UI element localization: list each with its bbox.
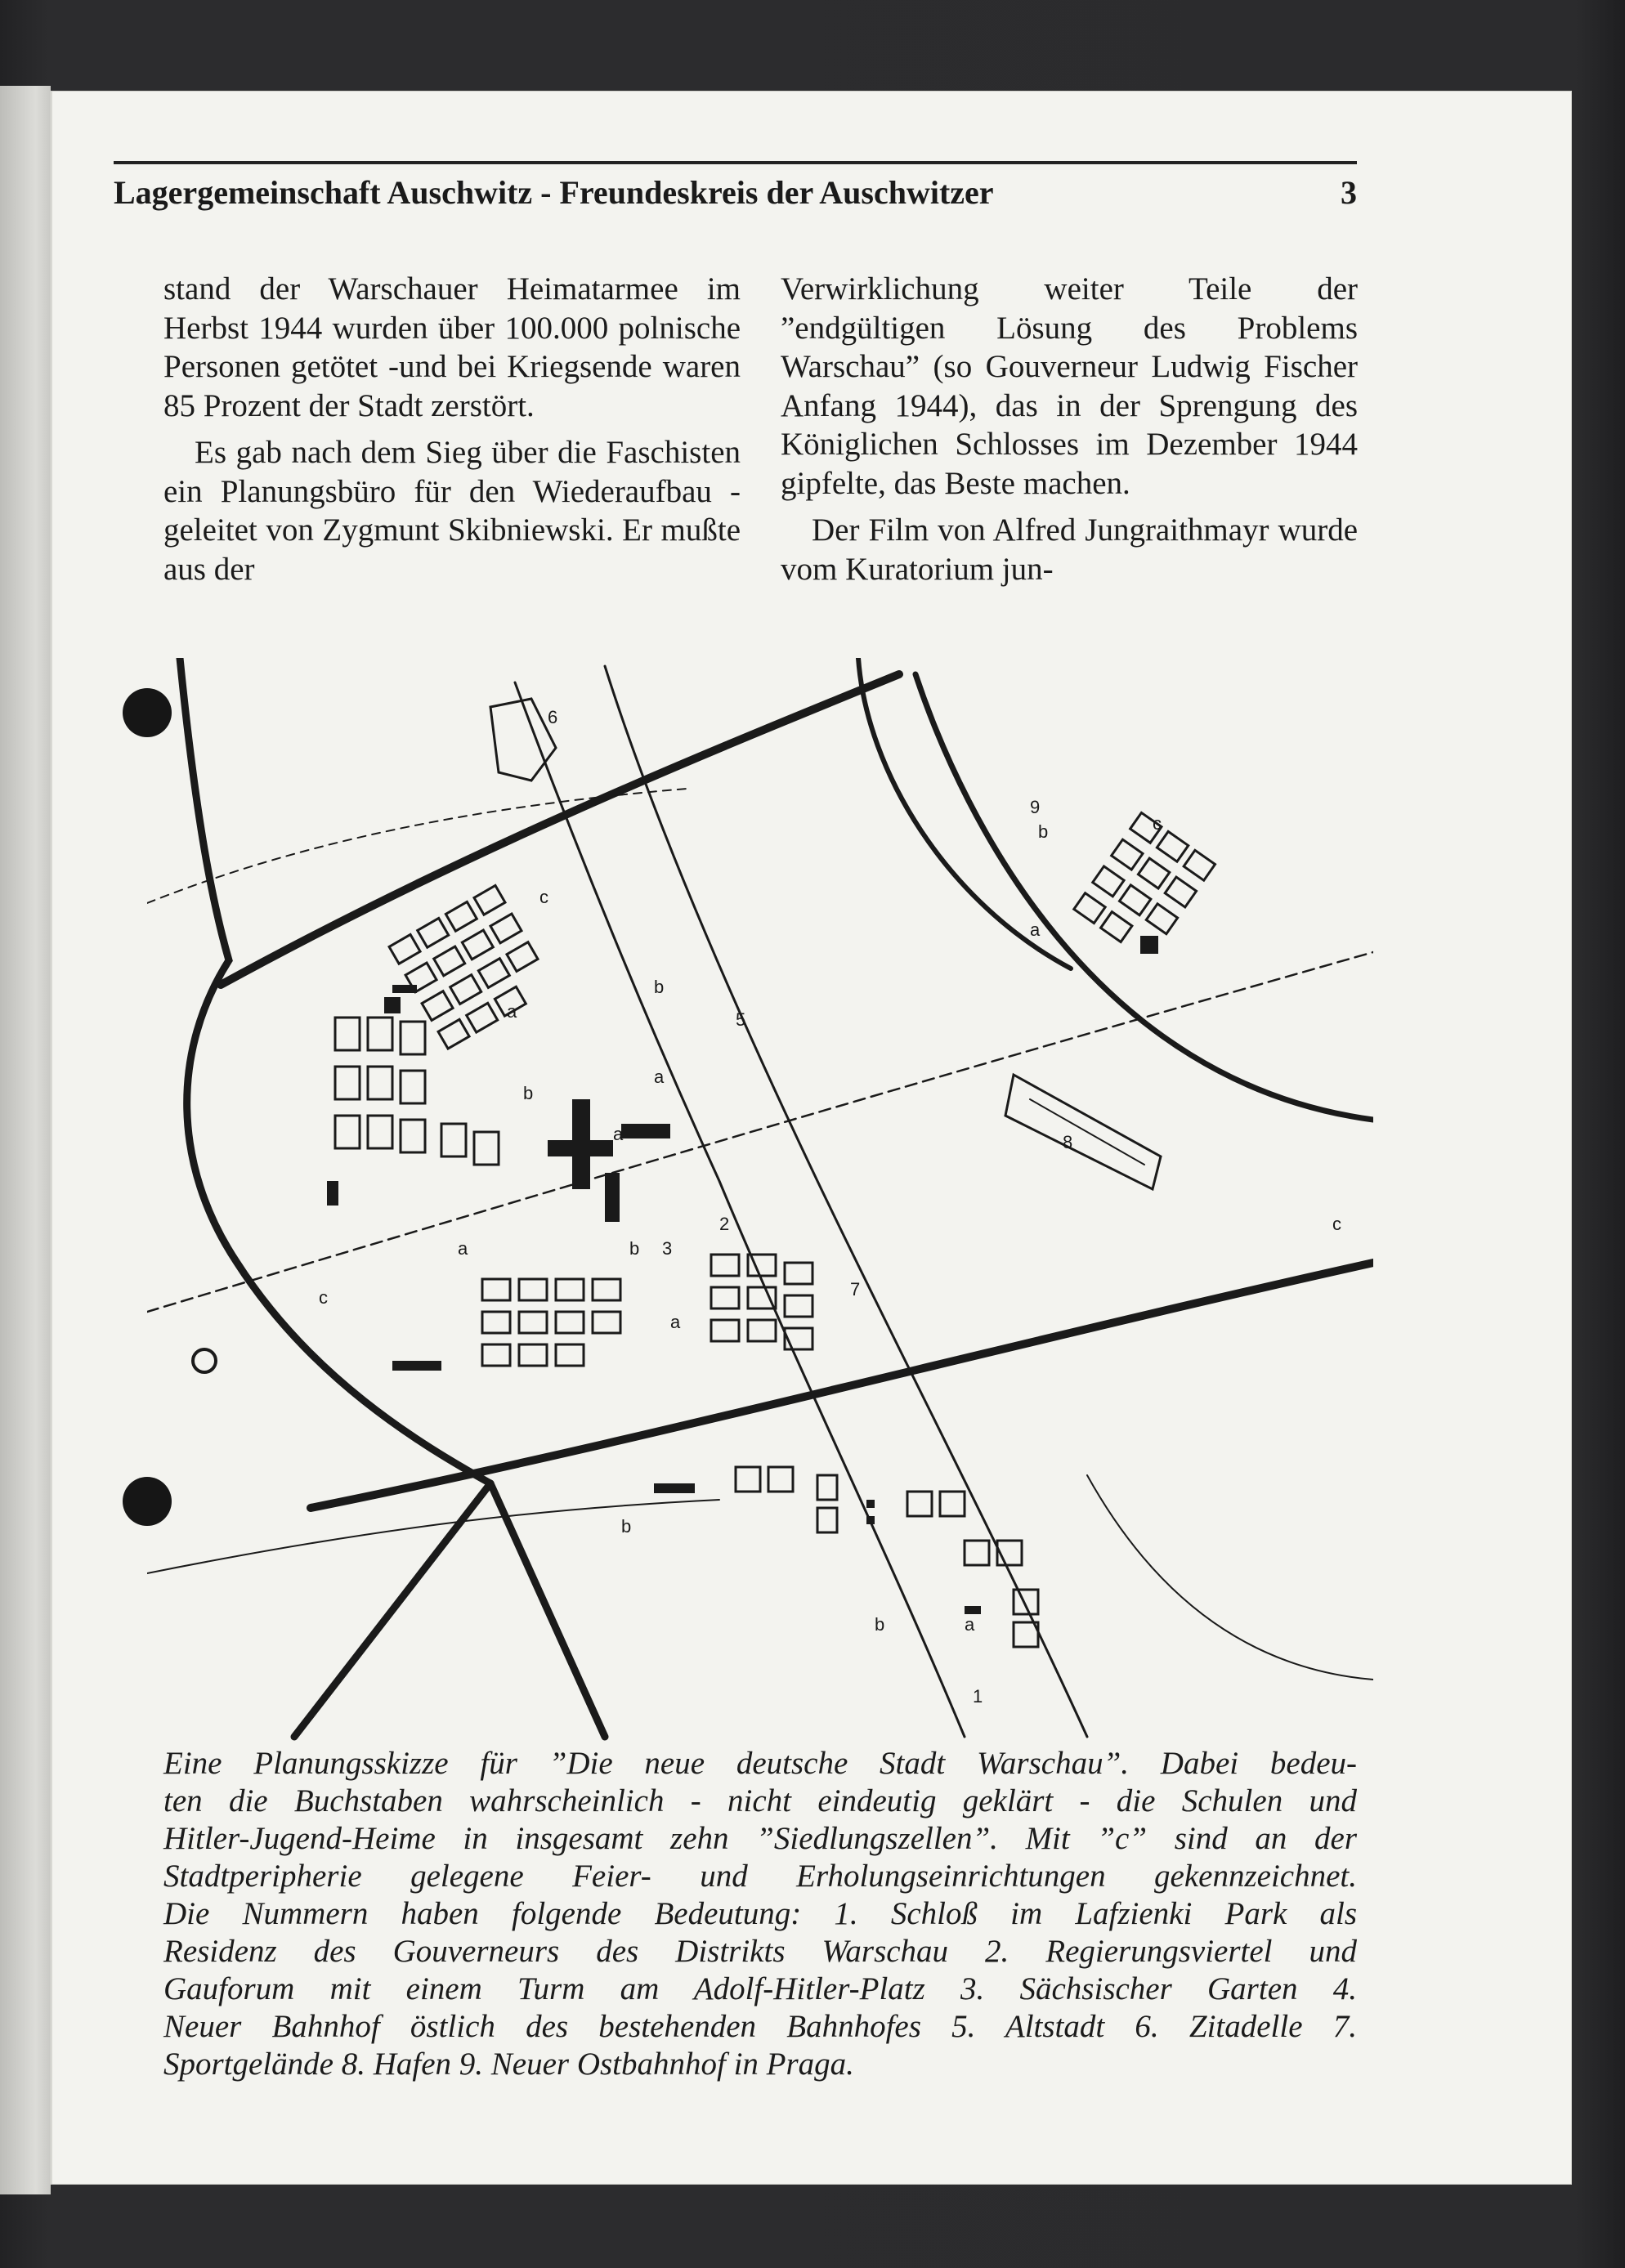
caption-line: Sportgelände 8. Hafen 9. Neuer Ostbahnhof in Praga. [163,2047,854,2082]
map-label-a: a [613,1124,624,1144]
map-label-a: a [1030,919,1041,940]
caption-line: ten die Buchstaben wahrscheinlich - nicht eindeutig geklärt - die Schulen und [163,1783,1357,1818]
header-title: Lagergemeinschaft Auschwitz - Freundeskreis der Auschwitzer [114,174,994,211]
caption-line: Die Nummern haben folgende Bedeutung: 1. Schloß im Lafzienki Park als [163,1896,1357,1931]
city-blocks [335,812,1215,1647]
map-label-c: c [539,887,548,907]
map-label-b: b [1038,821,1049,842]
block-cluster-west [335,1018,499,1165]
river-bank-1 [515,682,965,1737]
map-label-b: b [654,977,665,997]
map-label-2: 2 [719,1214,730,1234]
main-avenue-south [311,1263,1373,1508]
diagonal-road [915,674,1373,1120]
harbour-basin-inner [1030,1099,1144,1165]
harbour-basin [1005,1075,1161,1189]
page-number: 3 [1341,174,1357,211]
map-label-a: a [507,1001,517,1022]
map-label-b: b [523,1083,534,1103]
map-label-6: 6 [548,707,558,727]
map-label-c: c [1153,813,1162,834]
map-label-5: 5 [736,1009,746,1030]
paragraph: stand der Warschauer Heimatarmee im Herbst 1944 wurden über 100.000 polnische Personen getötet -und bei Kriegsende waren 85 Prozent der Stadt zerstört. [163,271,741,423]
map-label-7: 7 [850,1279,861,1300]
map-label-a: a [670,1312,681,1332]
caption-line: Hitler-Jugend-Heime in insgesamt zehn ”Siedlungszellen”. Mit ”c” sind an der [163,1821,1357,1856]
rail-line [147,952,1373,1312]
map-label-b: b [875,1614,885,1635]
map-label-8: 8 [1063,1132,1073,1152]
block-cluster-center [389,885,554,1049]
previous-page-edge [0,86,51,2194]
main-avenue-north [221,674,899,985]
map-label-9: 9 [1030,797,1041,817]
caption-line: Stadtperipherie gelegene Feier- und Erholungseinrichtungen gekennzeichnet. [163,1859,1357,1894]
paragraph: Es gab nach dem Sieg über die Faschisten ein Planungsbüro für den Wiederaufbau - geleitet von Zygmunt Skibniewski. Er mußte aus der [163,435,741,587]
map-label-1: 1 [973,1686,983,1707]
map-label-a: a [654,1067,665,1087]
river-bank-2 [605,666,1087,1737]
path-southeast [1087,1475,1373,1680]
figure-caption [163,1745,1357,2083]
text-column-left [163,270,741,588]
map-label-c: c [319,1287,328,1308]
roundabout [193,1349,216,1372]
map-label-b: b [621,1516,632,1537]
caption-line: Eine Planungsskizze für ”Die neue deutsche Stadt Warschau”. Dabei bedeu- [163,1746,1357,1781]
ring-road-spur [490,1483,605,1737]
running-header [114,92,1357,211]
block-cluster-south [482,1255,812,1366]
map-label-3: 3 [662,1238,673,1259]
map-label-b: b [629,1238,640,1259]
key-buildings [327,936,1158,1614]
map-label-a: a [458,1238,468,1259]
caption-line: Gauforum mit einem Turm am Adolf-Hitler-Platz 3. Sächsischer Garten 4. [163,1971,1357,2006]
planning-sketch-map [147,658,1373,1741]
text-column-right [781,270,1358,588]
paragraph: Der Film von Alfred Jungraithmayr wurde vom Kuratorium jun- [781,512,1358,587]
caption-line: Residenz des Gouverneurs des Distrikts Warschau 2. Regierungsviertel und [163,1934,1357,1969]
caption-line: Neuer Bahnhof östlich des bestehenden Bahnhofes 5. Altstadt 6. Zitadelle 7. [163,2009,1357,2044]
map-label-c: c [1332,1214,1341,1234]
paragraph: Verwirklichung weiter Teile der ”endgültigen Lösung des Problems Warschau” (so Gouverneur Ludwig Fischer Anfang 1944), das in der Sprengung des Königlichen Schlosses im Dezember 1944 gipfelte, das Beste machen. [781,271,1358,501]
map-label-a: a [965,1614,975,1635]
